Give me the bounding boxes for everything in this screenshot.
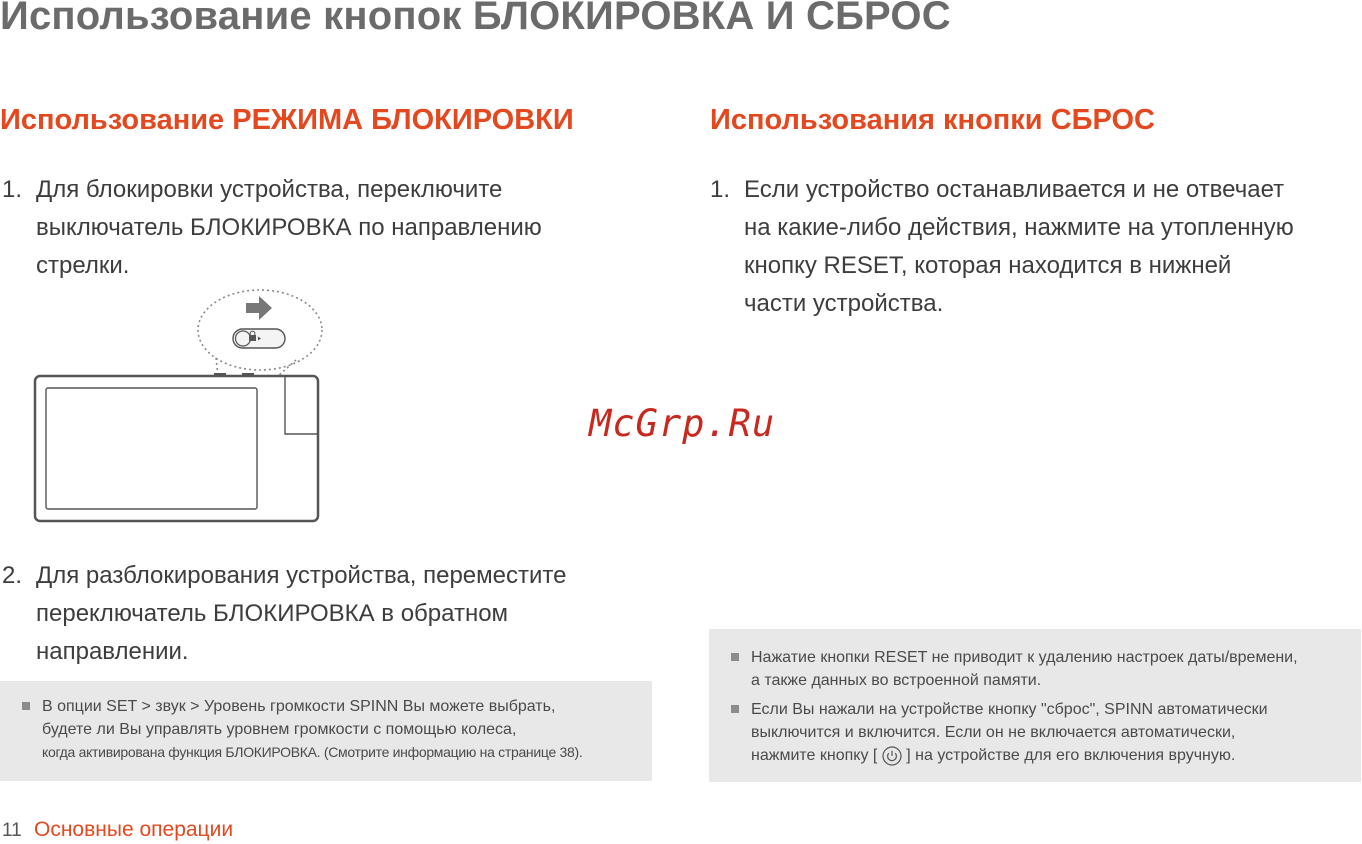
arrow-right-icon (246, 296, 272, 320)
section-name: Основные операции (34, 818, 234, 841)
note-text: нажмите кнопку [ (751, 747, 878, 764)
device-lock-illustration (30, 284, 330, 526)
step-line: части устройства. (744, 290, 944, 317)
reset-section-heading: Использования кнопки СБРОС (710, 104, 1155, 136)
page-title: Использование кнопок БЛОКИРОВКА И СБРОС (0, 0, 951, 38)
lock-step-1 (2, 171, 652, 285)
step-line: стрелки. (36, 252, 130, 279)
step-line: направлении. (36, 638, 189, 665)
step-line: переключатель БЛОКИРОВКА в обратном (36, 600, 509, 627)
note-line: Если Вы нажали на устройстве кнопку "сброс", SPINN автоматически (751, 701, 1268, 718)
lock-section-heading: Использование РЕЖИМА БЛОКИРОВКИ (0, 104, 574, 136)
note-item (0, 695, 652, 764)
power-icon (882, 746, 902, 766)
bullet-icon (731, 705, 739, 713)
reset-step-1 (710, 171, 1360, 323)
step-line: Для блокировки устройства, переключите (36, 176, 503, 203)
lock-switch-icon (233, 329, 285, 348)
lock-step-2 (2, 557, 662, 671)
step-number: 1. (710, 176, 731, 203)
step-line: Если устройство останавливается и не отвечает (744, 176, 1285, 203)
step-number: 1. (2, 176, 23, 203)
note-line (751, 744, 1361, 767)
note-line: будете ли Вы управлять уровнем громкости с помощью колеса, (42, 721, 517, 738)
note-line: когда активирована функция БЛОКИРОВКА. (Смотрите информацию на странице 38). (42, 744, 583, 760)
lock-note-box (0, 681, 652, 781)
note-line: В опции SET > звук > Уровень громкости SPINN Вы можете выбрать, (42, 698, 556, 715)
step-line: кнопку RESET, которая находится в нижней (744, 252, 1232, 279)
reset-note-box (709, 629, 1361, 782)
page-number: 11 (2, 820, 22, 841)
note-item (709, 698, 1361, 767)
step-number: 2. (2, 562, 23, 589)
bullet-icon (731, 653, 739, 661)
note-text: ] на устройстве для его включения вручную. (906, 747, 1236, 764)
step-line: Для разблокирования устройства, переместите (36, 562, 567, 589)
note-line: выключится и включится. Если он не включается автоматически, (751, 724, 1236, 741)
note-line: а также данных во встроенной памяти. (751, 672, 1042, 689)
note-line: Нажатие кнопки RESET не приводит к удалению настроек даты/времени, (751, 649, 1298, 666)
step-line: выключатель БЛОКИРОВКА по направлению (36, 214, 542, 241)
watermark: McGrp.Ru (589, 402, 776, 445)
note-item (709, 646, 1361, 692)
bullet-icon (22, 702, 30, 710)
step-line: на какие-либо действия, нажмите на утопленную (744, 214, 1294, 241)
